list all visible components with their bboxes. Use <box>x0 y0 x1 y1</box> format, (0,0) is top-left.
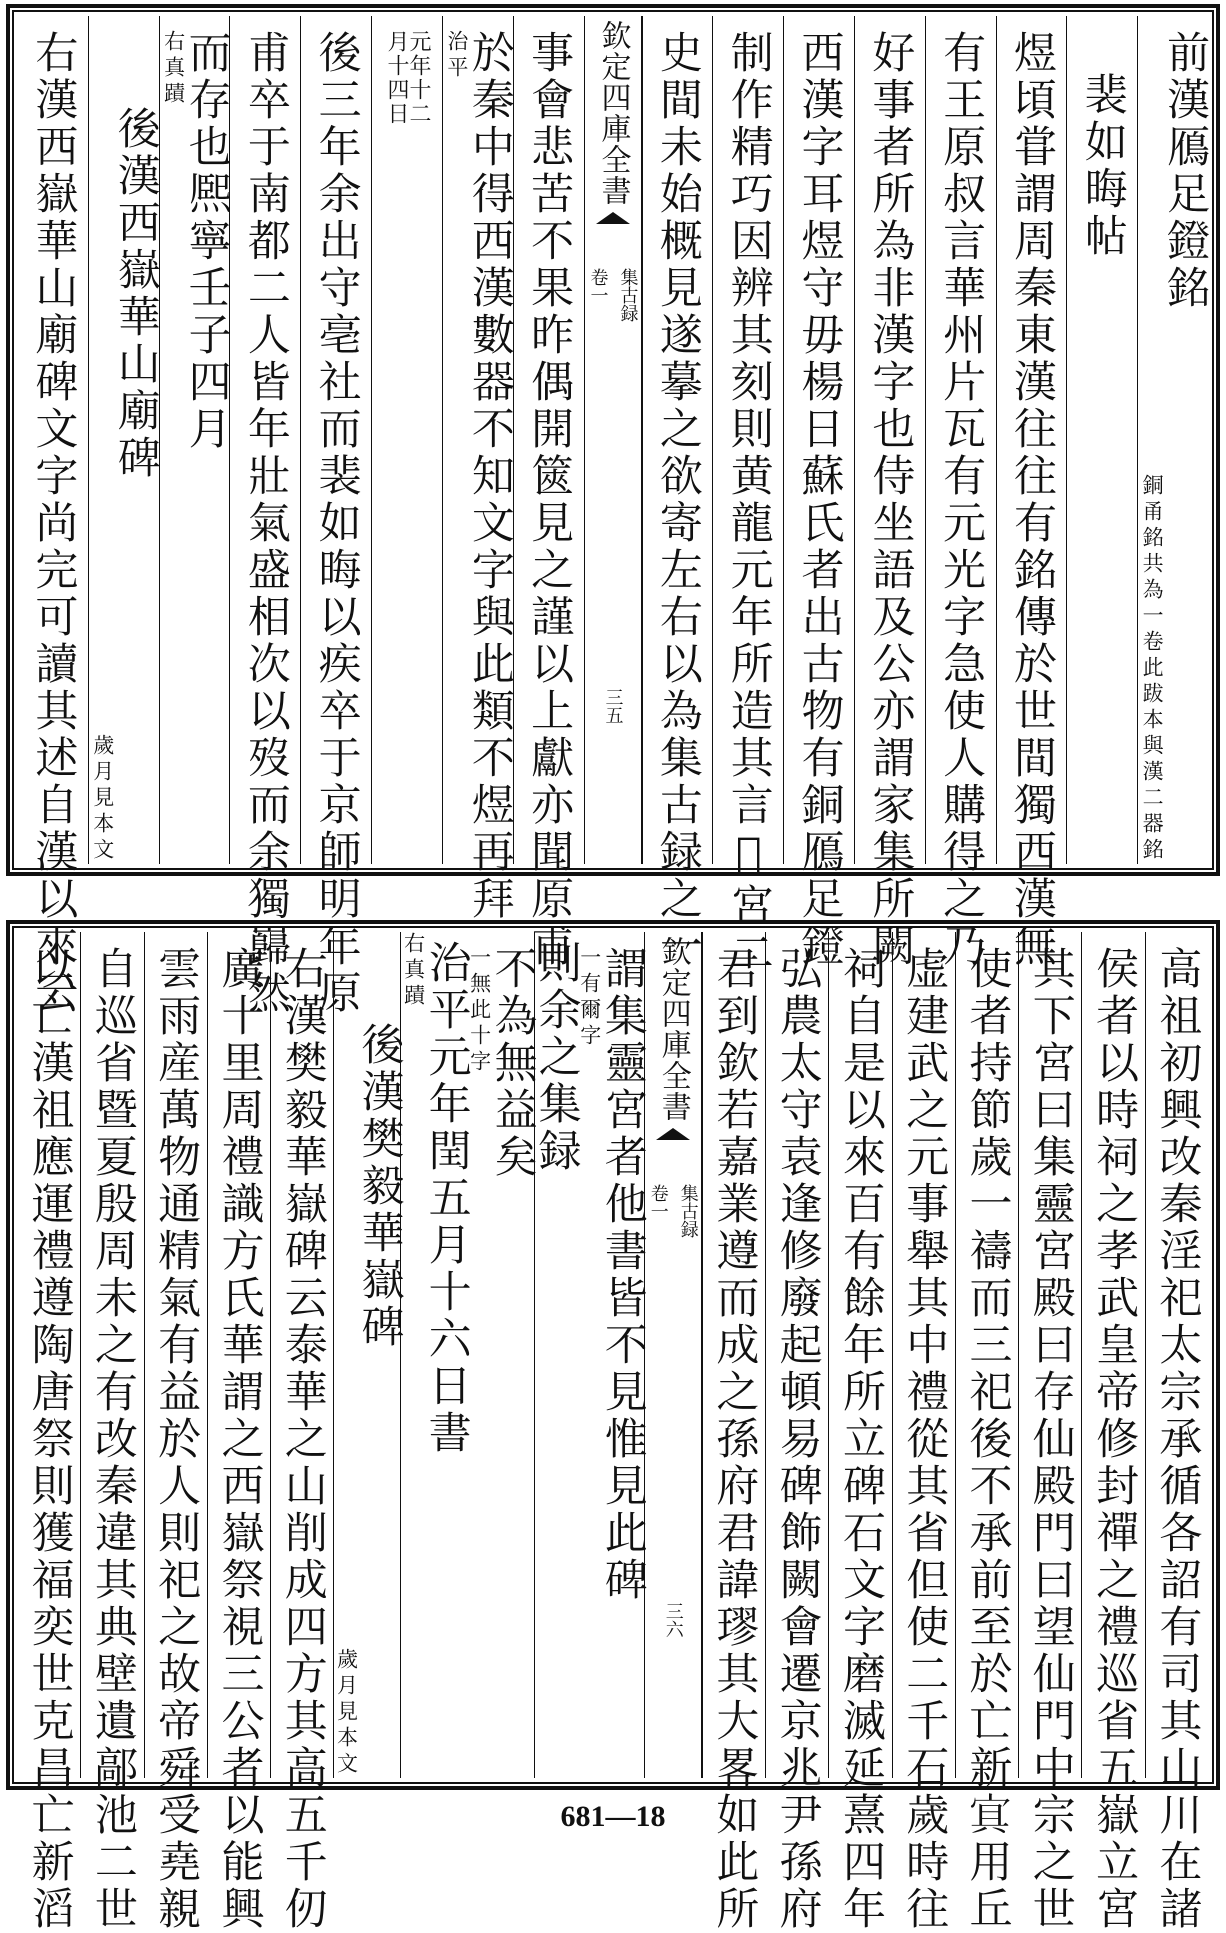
folio-number: 三五 <box>602 688 624 724</box>
text-column <box>955 932 1018 1933</box>
column-text: 右漢樊毅華嶽碑云泰華之山削成四方其高五千仞 <box>277 946 328 1933</box>
column-body <box>401 932 538 1778</box>
text-column <box>333 932 405 1778</box>
text-column <box>270 932 333 1933</box>
text-column <box>513 16 584 970</box>
column-text: 弘農太守袁逢修廢起頓易碑飾闕會遷京兆尹孫府 <box>772 946 823 1933</box>
column-body <box>865 16 916 970</box>
column-body <box>1077 16 1128 864</box>
text-column <box>531 932 648 1778</box>
column-body <box>214 932 265 1933</box>
text-column <box>712 16 783 977</box>
inline-note: 一有爾字 <box>577 946 602 1050</box>
text-column <box>400 932 538 1778</box>
column-text: 廣十里周禮識方氏華謂之西嶽祭視三公者以能興 <box>214 946 265 1933</box>
column-text: 好事者所為非漢字也侍坐語及公亦謂家集所闕 <box>865 30 916 970</box>
column-text: 虚建武之元事舉其中禮從其省但使二千石歲時往 <box>899 946 950 1933</box>
page-number: 681—18 <box>560 1800 666 1833</box>
text-column <box>88 16 159 864</box>
note-line: 此跋本與漢二器銘 <box>1140 656 1165 864</box>
text-column <box>229 16 300 1017</box>
column-body <box>531 932 648 1778</box>
chapter-note: 卷一 <box>647 1184 669 1220</box>
text-column <box>159 16 230 864</box>
column-text: 謂集靈宮者他書皆不見惟見此碑 <box>597 946 648 1604</box>
column-text: 前漢鴈足鐙銘 <box>1160 30 1211 312</box>
book-title: 欽定四庫全書 <box>655 936 691 1122</box>
column-text: 後漢樊毅華嶽碑 <box>354 1022 405 1351</box>
column-text: 雲雨産萬物通精氣有益於人則祀之故帝舜受堯親 <box>151 946 202 1933</box>
column-text: 其下宮曰集靈宮殿曰存仙殿門曰望仙門中宗之世 <box>1025 946 1076 1933</box>
column-text: 月十四日 <box>383 30 409 126</box>
column-body <box>87 932 138 1933</box>
column-body <box>794 16 845 970</box>
text-column <box>1081 932 1144 1933</box>
note-line: 歲月見本文 <box>334 1648 359 1778</box>
text-column <box>207 932 270 1933</box>
text-column <box>300 16 371 1017</box>
fish-tail-mark <box>596 212 630 258</box>
text-column <box>996 16 1067 970</box>
column-body <box>723 16 774 977</box>
column-text: 有王原叔言華州片瓦有元光字急使人購得之乃 <box>936 30 987 970</box>
column-body <box>24 932 75 1933</box>
note-line: 銅甬銘共為一卷 <box>1140 474 1165 656</box>
column-text: 右漢西嶽華山廟碑文字尚完可讀其述自漢以來云 <box>28 30 79 1017</box>
chapter-note: 集古録 <box>677 1184 699 1238</box>
column-text: 於秦中得西漢數器不知文字與此類不煜再拜 <box>464 30 515 923</box>
column-text: 使者持節歲一禱而三祀後不承前至於亡新𡨋用丘 <box>962 946 1013 1933</box>
column-text: 君到欽若嘉業遵而成之孫府君諱璆其大畧如此所 <box>709 946 760 1933</box>
center-column <box>584 16 642 864</box>
text-column <box>925 16 996 970</box>
text-column <box>1066 16 1137 864</box>
column-text: 不為無益矣 <box>487 946 538 1181</box>
column-body <box>962 932 1013 1933</box>
column-text: 侯者以時祠之孝武皇帝修封禪之禮巡省五嶽立宮 <box>1089 946 1140 1933</box>
text-column <box>892 932 955 1933</box>
column-text: 自巡省暨夏殷周未之有改秦違其典壁遺鄗池二世 <box>87 946 138 1933</box>
column-body <box>334 932 405 1778</box>
text-column <box>828 932 891 1933</box>
text-column <box>1018 932 1081 1933</box>
column-text: 元年十二 <box>405 30 431 126</box>
column-body <box>385 16 429 864</box>
chapter-note: 集古録 <box>617 268 639 322</box>
column-text: 以亡漢祖應運禮遵陶唐祭則獲福奕世克昌亡新滔 <box>24 946 75 1933</box>
note-line: 歲月見本文 <box>90 734 115 864</box>
text-column <box>702 932 765 1933</box>
text-column <box>642 16 713 970</box>
column-text: 制作精巧因辨其刻則黄龍元年所造其言𦤺宮二 <box>723 30 774 977</box>
column-body <box>1006 16 1057 970</box>
column-body <box>835 932 886 1933</box>
column-text: 西漢字耳煜守毋楊日蘇氏者出古物有銅鴈足鐙 <box>794 30 845 970</box>
text-column <box>783 16 854 970</box>
column-text: 甫卒于南都二人皆年壯氣盛相次以歿而余獨巋然 <box>240 30 291 1017</box>
column-body <box>899 932 950 1933</box>
column-body <box>709 932 760 1933</box>
column-text: 後三年余出守亳社而裴如晦以疾卒于京師明年原 <box>311 30 362 1017</box>
column-body <box>524 16 575 970</box>
column-body <box>151 932 202 1933</box>
text-column <box>1137 16 1211 864</box>
text-column <box>144 932 207 1933</box>
column-body <box>772 932 823 1933</box>
chapter-note: 卷一 <box>587 268 609 304</box>
fish-tail-mark <box>656 1128 690 1174</box>
column-text: 史間未始概見遂摹之欲寄左右以為集古録之一 <box>652 30 703 970</box>
text-column <box>371 16 442 864</box>
book-title: 欽定四庫全書 <box>595 20 631 206</box>
column-body <box>28 16 79 1017</box>
text-column <box>1145 932 1208 1933</box>
column-body <box>936 16 987 970</box>
column-text: 治平元年閏五月十六日書 <box>421 940 472 1457</box>
column-body <box>652 16 703 970</box>
text-column <box>854 16 925 970</box>
column-text: 高祖初興改秦淫祀太宗承循各詔有司其山川在諸 <box>1152 946 1203 1933</box>
inline-note: 右真蹟 <box>401 932 426 1010</box>
column-body <box>1089 932 1140 1933</box>
column-body <box>1025 932 1076 1933</box>
column-text: 祠自是以來百有餘年所立碑石文字磨滅延熹四年 <box>835 946 886 1933</box>
center-column <box>644 932 702 1778</box>
inline-note: 右真蹟 <box>161 30 186 108</box>
column-body <box>311 16 362 1017</box>
column-body <box>90 16 161 864</box>
text-column <box>765 932 828 1933</box>
text-column <box>18 16 88 1017</box>
chapter-label <box>645 1184 701 1238</box>
text-column <box>442 16 515 923</box>
column-text: 而存也熈寧壬子四月 <box>181 30 232 453</box>
inline-note: 一無此十字 <box>467 946 492 1076</box>
column-text: 事會悲苦不果昨偶開篋見之謹以上獻亦聞原甫 <box>524 30 575 970</box>
folio-number: 三六 <box>662 1602 684 1638</box>
chapter-label <box>585 268 641 322</box>
text-column <box>18 932 80 1933</box>
column-body <box>444 16 515 923</box>
column-body <box>1152 932 1203 1933</box>
column-body <box>277 932 328 1933</box>
column-body <box>1140 16 1211 864</box>
column-text: 裴如晦帖 <box>1077 72 1128 260</box>
column-text: 煜頃甞謂周秦東漢往往有銘傳於世間獨西漢無 <box>1006 30 1057 970</box>
column-text: 則余之集録 <box>531 940 582 1175</box>
column-text: 後漢西嶽華山廟碑 <box>110 106 161 482</box>
inline-note: 治平 <box>444 30 469 82</box>
text-column <box>80 932 143 1933</box>
column-body <box>161 16 232 864</box>
column-body <box>240 16 291 1017</box>
